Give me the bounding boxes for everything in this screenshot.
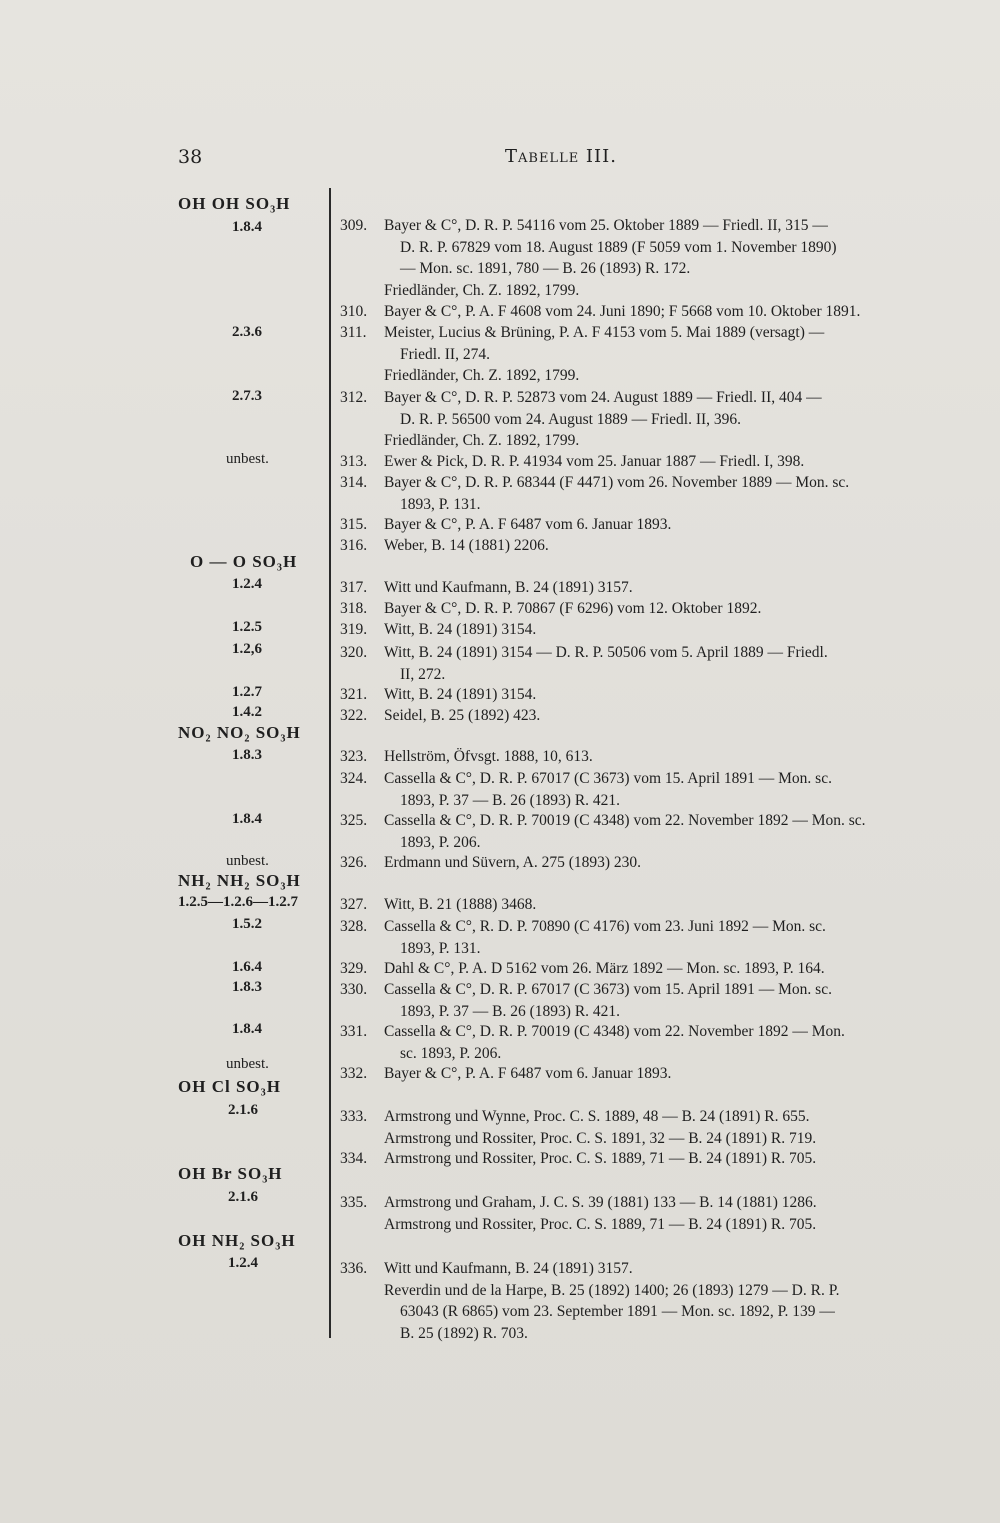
entry-text <box>384 215 952 301</box>
position-label: 1.2,6 <box>232 641 262 657</box>
compound-column <box>0 0 330 1523</box>
entry-text <box>384 322 952 387</box>
entry-number: 319. <box>340 621 368 638</box>
position-label: 1.2.5—1.2.6—1.2.7 <box>178 894 298 910</box>
reference-entry <box>340 1148 952 1170</box>
entry-line: Friedl. II, 274. <box>400 345 490 363</box>
entry-number: 321. <box>340 686 368 703</box>
reference-entry <box>340 535 952 557</box>
compound-group-heading: OH OH SO₃H <box>178 194 291 213</box>
position-label: 1.2.5 <box>232 619 262 635</box>
position-label: 2.3.6 <box>232 324 262 340</box>
entry-line: Cassella & C°, R. D. P. 70890 (C 4176) vom 23. Juni 1892 — Mon. sc. <box>384 918 826 935</box>
entry-text <box>384 1258 952 1344</box>
entry-text <box>384 1148 952 1170</box>
entry-text <box>384 472 952 515</box>
reference-entry <box>340 705 952 727</box>
entry-line: Bayer & C°, D. R. P. 68344 (F 4471) vom 26. November 1889 — Mon. sc. <box>384 474 850 491</box>
entry-number: 328. <box>340 918 368 935</box>
entry-line: Bayer & C°, D. R. P. 54116 vom 25. Oktober 1889 — Friedl. II, 315 — <box>384 217 828 234</box>
reference-entry <box>340 215 952 301</box>
reference-entry <box>340 472 952 515</box>
entry-line: Cassella & C°, D. R. P. 67017 (C 3673) vom 15. April 1891 — Mon. sc. <box>384 770 832 787</box>
entry-number: 333. <box>340 1108 368 1125</box>
entry-number: 335. <box>340 1194 368 1211</box>
entry-line: Armstrong und Graham, J. C. S. 39 (1881) 133 — B. 14 (1881) 1286. <box>384 1194 817 1211</box>
compound-group-heading: NH₂ NH₂ SO₃H <box>178 871 301 890</box>
entry-text <box>384 514 952 536</box>
reference-entry <box>340 894 952 916</box>
entry-number: 314. <box>340 474 368 491</box>
reference-entry <box>340 387 952 452</box>
entry-text <box>384 642 952 685</box>
entry-number: 312. <box>340 389 368 406</box>
entry-text <box>384 535 952 557</box>
entry-text <box>384 1106 952 1149</box>
entry-text <box>384 810 952 853</box>
entry-text <box>384 451 952 473</box>
entry-line: 63043 (R 6865) vom 23. September 1891 — Mon. sc. 1892, P. 139 — <box>400 1303 835 1320</box>
reference-entry <box>340 642 952 685</box>
entry-number: 309. <box>340 217 368 234</box>
reference-entry <box>340 301 952 323</box>
entry-text <box>384 577 952 599</box>
entry-line: Seidel, B. 25 (1892) 423. <box>384 707 541 724</box>
reference-entry <box>340 1063 952 1085</box>
entry-number: 326. <box>340 854 368 871</box>
position-label: unbest. <box>226 853 269 869</box>
entry-line: Meister, Lucius & Brüning, P. A. F 4153 vom 5. Mai 1889 (versagt) — <box>384 324 825 341</box>
entry-line: Witt, B. 24 (1891) 3154 — D. R. P. 50506 vom 5. April 1889 — Friedl. <box>384 644 828 661</box>
entry-number: 325. <box>340 812 368 829</box>
position-label: 2.1.6 <box>228 1189 258 1205</box>
reference-entry <box>340 598 952 620</box>
entry-line: Cassella & C°, D. R. P. 67017 (C 3673) vom 15. April 1891 — Mon. sc. <box>384 981 832 998</box>
entry-line: Cassella & C°, D. R. P. 70019 (C 4348) vom 22. November 1892 — Mon. sc. <box>384 812 866 829</box>
entry-line: 1893, P. 131. <box>400 495 481 513</box>
entry-line: Reverdin und de la Harpe, B. 25 (1892) 1400; 26 (1893) 1279 — D. R. P. <box>384 1281 840 1299</box>
entry-line: II, 272. <box>400 665 446 683</box>
entry-text <box>384 387 952 452</box>
page-number: 38 <box>178 146 203 168</box>
reference-entry <box>340 1021 952 1064</box>
entry-line: Witt und Kaufmann, B. 24 (1891) 3157. <box>384 1260 633 1277</box>
entry-number: 330. <box>340 981 368 998</box>
reference-entry <box>340 979 952 1022</box>
entry-text <box>384 619 952 641</box>
reference-entry <box>340 514 952 536</box>
entry-text <box>384 916 952 959</box>
entry-text <box>384 598 952 620</box>
entry-line: Witt und Kaufmann, B. 24 (1891) 3157. <box>384 579 633 596</box>
entry-number: 318. <box>340 600 368 617</box>
reference-entry <box>340 577 952 599</box>
entry-line: Witt, B. 24 (1891) 3154. <box>384 686 537 703</box>
position-label: 2.1.6 <box>228 1102 258 1118</box>
entry-line: Friedländer, Ch. Z. 1892, 1799. <box>384 281 580 299</box>
reference-entry <box>340 619 952 641</box>
entry-line: 1893, P. 131. <box>400 939 481 957</box>
entry-text <box>384 894 952 916</box>
entry-line: 1893, P. 37 — B. 26 (1893) R. 421. <box>400 1002 621 1020</box>
reference-entry <box>340 1106 952 1149</box>
entry-line: Bayer & C°, P. A. F 6487 vom 6. Januar 1893. <box>384 1065 672 1082</box>
entry-number: 329. <box>340 960 368 977</box>
entry-number: 313. <box>340 453 368 470</box>
position-label: 1.8.3 <box>232 747 262 763</box>
entry-line: D. R. P. 67829 vom 18. August 1889 (F 5059 vom 1. November 1890) <box>400 238 837 256</box>
entry-line: Armstrong und Rossiter, Proc. C. S. 1889, 71 — B. 24 (1891) R. 705. <box>384 1215 817 1233</box>
entry-number: 316. <box>340 537 368 554</box>
compound-group-heading: OH Cl SO₃H <box>178 1077 281 1096</box>
entry-number: 317. <box>340 579 368 596</box>
entry-line: 1893, P. 37 — B. 26 (1893) R. 421. <box>400 791 621 809</box>
entry-line: Witt, B. 21 (1888) 3468. <box>384 896 537 913</box>
reference-entry <box>340 684 952 706</box>
entry-line: Bayer & C°, P. A. F 4608 vom 24. Juni 1890; F 5668 vom 10. Oktober 1891. <box>384 303 861 320</box>
entry-number: 315. <box>340 516 368 533</box>
position-label: 1.8.4 <box>232 1021 262 1037</box>
entry-line: Ewer & Pick, D. R. P. 41934 vom 25. Januar 1887 — Friedl. I, 398. <box>384 453 805 470</box>
reference-entry <box>340 810 952 853</box>
position-label: 1.8.4 <box>232 811 262 827</box>
entry-text <box>384 979 952 1022</box>
position-label: 1.6.4 <box>232 959 262 975</box>
entry-line: — Mon. sc. 1891, 780 — B. 26 (1893) R. 172. <box>400 260 691 277</box>
entry-number: 311. <box>340 324 367 341</box>
position-label: 1.5.2 <box>232 916 262 932</box>
entry-text <box>384 1021 952 1064</box>
position-label: 1.2.4 <box>228 1255 258 1271</box>
position-label: 1.4.2 <box>232 704 262 720</box>
entry-text <box>384 1192 952 1235</box>
entry-number: 324. <box>340 770 368 787</box>
entry-line: Armstrong und Wynne, Proc. C. S. 1889, 48 — B. 24 (1891) R. 655. <box>384 1108 810 1125</box>
position-label: 1.8.3 <box>232 979 262 995</box>
entry-number: 320. <box>340 644 368 661</box>
entry-line: sc. 1893, P. 206. <box>400 1044 502 1062</box>
reference-entry <box>340 451 952 473</box>
position-label: unbest. <box>226 1056 269 1072</box>
entry-number: 322. <box>340 707 368 724</box>
page-title: Tabelle III. <box>505 146 617 167</box>
entry-number: 336. <box>340 1260 368 1277</box>
compound-group-heading: O — O SO₃H <box>190 552 298 571</box>
entry-text <box>384 1063 952 1085</box>
references-column <box>340 0 960 1523</box>
entry-text <box>384 852 952 874</box>
reference-entry <box>340 746 952 768</box>
entry-text <box>384 768 952 811</box>
entry-line: Bayer & C°, D. R. P. 70867 (F 6296) vom 12. Oktober 1892. <box>384 600 762 617</box>
position-label: 2.7.3 <box>232 388 262 404</box>
entry-text <box>384 684 952 706</box>
reference-entry <box>340 916 952 959</box>
reference-entry <box>340 1192 952 1235</box>
entry-line: Bayer & C°, P. A. F 6487 vom 6. Januar 1893. <box>384 516 672 533</box>
entry-line: Friedländer, Ch. Z. 1892, 1799. <box>384 367 580 384</box>
entry-line: Armstrong und Rossiter, Proc. C. S. 1891, 32 — B. 24 (1891) R. 719. <box>384 1129 817 1147</box>
entry-line: 1893, P. 206. <box>400 833 481 851</box>
entry-number: 332. <box>340 1065 368 1082</box>
compound-group-heading: NO₂ NO₂ SO₃H <box>178 723 301 742</box>
entry-number: 334. <box>340 1150 368 1167</box>
entry-line: Armstrong und Rossiter, Proc. C. S. 1889, 71 — B. 24 (1891) R. 705. <box>384 1150 817 1167</box>
reference-entry <box>340 1258 952 1344</box>
position-label: 1.8.4 <box>232 219 262 235</box>
position-label: unbest. <box>226 451 269 467</box>
entry-line: Weber, B. 14 (1881) 2206. <box>384 537 549 554</box>
entry-line: Witt, B. 24 (1891) 3154. <box>384 621 537 638</box>
entry-line: Erdmann und Süvern, A. 275 (1893) 230. <box>384 854 642 871</box>
entry-text <box>384 705 952 727</box>
entry-line: Dahl & C°, P. A. D 5162 vom 26. März 1892 — Mon. sc. 1893, P. 164. <box>384 960 825 977</box>
entry-line: Friedländer, Ch. Z. 1892, 1799. <box>384 432 580 449</box>
compound-group-heading: OH NH₂ SO₃H <box>178 1231 296 1250</box>
entry-text <box>384 746 952 768</box>
entry-text <box>384 958 952 980</box>
entry-number: 331. <box>340 1023 368 1040</box>
entry-line: D. R. P. 56500 vom 24. August 1889 — Friedl. II, 396. <box>400 410 742 428</box>
reference-entry <box>340 768 952 811</box>
entry-line: B. 25 (1892) R. 703. <box>400 1324 528 1342</box>
reference-entry <box>340 322 952 387</box>
position-label: 1.2.4 <box>232 576 262 592</box>
entry-number: 310. <box>340 303 368 320</box>
entry-line: Bayer & C°, D. R. P. 52873 vom 24. August 1889 — Friedl. II, 404 — <box>384 389 822 406</box>
entry-number: 327. <box>340 896 368 913</box>
position-label: 1.2.7 <box>232 684 262 700</box>
entry-text <box>384 301 952 323</box>
entry-number: 323. <box>340 748 368 765</box>
reference-entry <box>340 852 952 874</box>
compound-group-heading: OH Br SO₃H <box>178 1164 283 1183</box>
reference-entry <box>340 958 952 980</box>
entry-line: Hellström, Öfvsgt. 1888, 10, 613. <box>384 748 593 765</box>
entry-line: Cassella & C°, D. R. P. 70019 (C 4348) vom 22. November 1892 — Mon. <box>384 1023 845 1040</box>
